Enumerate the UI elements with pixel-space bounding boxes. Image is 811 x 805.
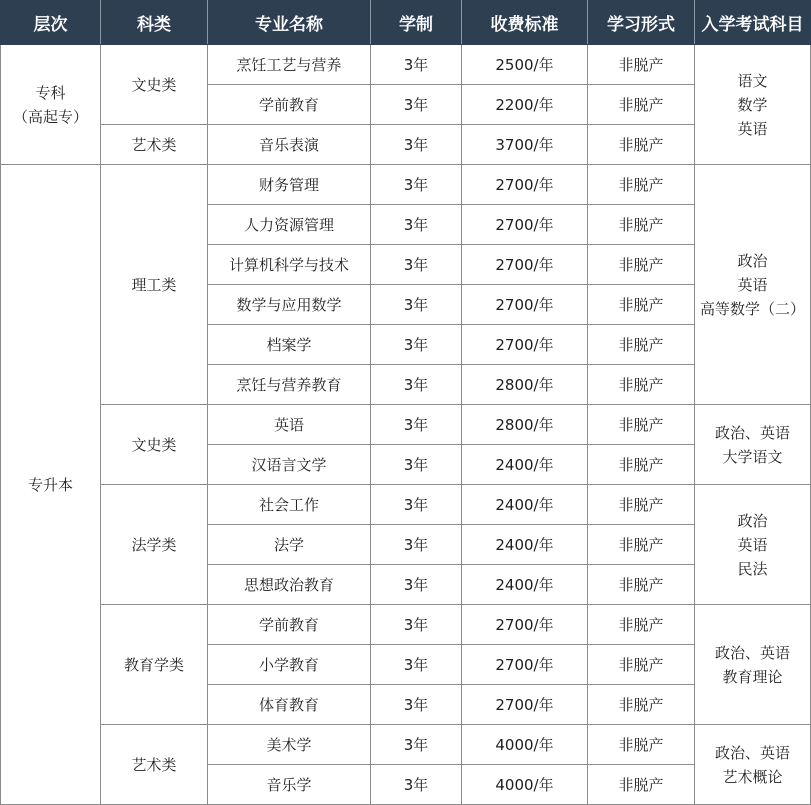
major-cell: 音乐学	[208, 765, 371, 805]
category-cell: 艺术类	[101, 725, 208, 805]
fee-cell: 4000/年	[462, 765, 588, 805]
major-cell: 烹饪与营养教育	[208, 365, 371, 405]
duration-cell: 3年	[371, 645, 462, 685]
major-cell: 财务管理	[208, 165, 371, 205]
fee-cell: 4000/年	[462, 725, 588, 765]
fee-cell: 2400/年	[462, 565, 588, 605]
fee-cell: 2400/年	[462, 485, 588, 525]
duration-cell: 3年	[371, 125, 462, 165]
duration-cell: 3年	[371, 85, 462, 125]
table-row	[1, 605, 811, 645]
duration-cell: 3年	[371, 765, 462, 805]
major-cell: 计算机科学与技术	[208, 245, 371, 285]
level-label: 专科	[35, 83, 66, 102]
fee-cell: 2700/年	[462, 605, 588, 645]
fee-cell: 2500/年	[462, 45, 588, 85]
fee-cell: 2800/年	[462, 405, 588, 445]
mode-cell: 非脱产	[588, 285, 695, 325]
fee-cell: 2700/年	[462, 645, 588, 685]
header-row	[1, 1, 811, 45]
major-cell: 档案学	[208, 325, 371, 365]
exam-subject: 政治、英语	[714, 643, 790, 662]
duration-cell: 3年	[371, 165, 462, 205]
exam-subject: 艺术概论	[722, 767, 783, 786]
major-cell: 学前教育	[208, 605, 371, 645]
duration-cell: 3年	[371, 365, 462, 405]
major-cell: 小学教育	[208, 645, 371, 685]
fee-cell: 2700/年	[462, 285, 588, 325]
exam-subjects-cell	[695, 725, 811, 805]
exam-subjects-cell	[695, 605, 811, 725]
exam-subject: 语文	[737, 71, 768, 90]
table-row	[1, 125, 811, 165]
fee-cell: 2800/年	[462, 365, 588, 405]
mode-cell: 非脱产	[588, 45, 695, 85]
fee-cell: 2400/年	[462, 445, 588, 485]
duration-cell: 3年	[371, 525, 462, 565]
mode-cell: 非脱产	[588, 645, 695, 685]
duration-cell: 3年	[371, 245, 462, 285]
mode-cell: 非脱产	[588, 165, 695, 205]
major-cell: 法学	[208, 525, 371, 565]
exam-subject: 英语	[737, 275, 768, 294]
category-cell: 理工类	[101, 165, 208, 405]
major-cell: 音乐表演	[208, 125, 371, 165]
mode-cell: 非脱产	[588, 565, 695, 605]
major-cell: 思想政治教育	[208, 565, 371, 605]
exam-subject: 大学语文	[722, 447, 783, 466]
exam-subject: 政治、英语	[714, 743, 790, 762]
fee-cell: 2700/年	[462, 245, 588, 285]
mode-cell: 非脱产	[588, 485, 695, 525]
header-major: 专业名称	[208, 1, 371, 45]
mode-cell: 非脱产	[588, 205, 695, 245]
mode-cell: 非脱产	[588, 725, 695, 765]
table-row	[1, 485, 811, 525]
major-cell: 烹饪工艺与营养	[208, 45, 371, 85]
duration-cell: 3年	[371, 605, 462, 645]
fee-cell: 2700/年	[462, 205, 588, 245]
duration-cell: 3年	[371, 325, 462, 365]
category-cell: 教育学类	[101, 605, 208, 725]
major-cell: 人力资源管理	[208, 205, 371, 245]
major-cell: 英语	[208, 405, 371, 445]
mode-cell: 非脱产	[588, 405, 695, 445]
major-cell: 美术学	[208, 725, 371, 765]
mode-cell: 非脱产	[588, 765, 695, 805]
mode-cell: 非脱产	[588, 525, 695, 565]
mode-cell: 非脱产	[588, 85, 695, 125]
level-cell-zhuanshengben: 专升本	[1, 165, 101, 805]
category-cell: 艺术类	[101, 125, 208, 165]
major-cell: 社会工作	[208, 485, 371, 525]
category-cell: 文史类	[101, 45, 208, 125]
exam-subject: 数学	[737, 95, 768, 114]
fee-cell: 2700/年	[462, 685, 588, 725]
major-cell: 汉语言文学	[208, 445, 371, 485]
duration-cell: 3年	[371, 405, 462, 445]
header-exam-subjects: 入学考试科目	[695, 1, 811, 45]
fee-cell: 2700/年	[462, 325, 588, 365]
category-cell: 法学类	[101, 485, 208, 605]
fee-cell: 3700/年	[462, 125, 588, 165]
mode-cell: 非脱产	[588, 125, 695, 165]
fee-cell: 2400/年	[462, 525, 588, 565]
table-row	[1, 165, 811, 205]
exam-subject: 政治、英语	[714, 423, 790, 442]
category-cell: 文史类	[101, 405, 208, 485]
exam-subject: 民法	[737, 559, 768, 578]
duration-cell: 3年	[371, 45, 462, 85]
mode-cell: 非脱产	[588, 685, 695, 725]
exam-subject: 英语	[737, 119, 768, 138]
mode-cell: 非脱产	[588, 245, 695, 285]
duration-cell: 3年	[371, 285, 462, 325]
exam-subject: 教育理论	[722, 667, 783, 686]
fee-cell: 2700/年	[462, 165, 588, 205]
table-row	[1, 405, 811, 445]
major-cell: 体育教育	[208, 685, 371, 725]
duration-cell: 3年	[371, 445, 462, 485]
level-sublabel: （高起专）	[12, 107, 88, 126]
duration-cell: 3年	[371, 725, 462, 765]
header-duration: 学制	[371, 1, 462, 45]
exam-subjects-cell	[695, 165, 811, 405]
header-category: 科类	[101, 1, 208, 45]
duration-cell: 3年	[371, 565, 462, 605]
exam-subjects-cell	[695, 45, 811, 165]
exam-subject: 高等数学（二）	[699, 299, 805, 318]
major-cell: 数学与应用数学	[208, 285, 371, 325]
exam-subjects-cell	[695, 485, 811, 605]
duration-cell: 3年	[371, 485, 462, 525]
major-cell: 学前教育	[208, 85, 371, 125]
mode-cell: 非脱产	[588, 445, 695, 485]
table-row	[1, 725, 811, 765]
fee-cell: 2200/年	[462, 85, 588, 125]
mode-cell: 非脱产	[588, 365, 695, 405]
exam-subject: 政治	[737, 251, 768, 270]
header-fee: 收费标准	[462, 1, 588, 45]
mode-cell: 非脱产	[588, 605, 695, 645]
exam-subject: 政治	[737, 511, 768, 530]
exam-subjects-cell	[695, 405, 811, 485]
mode-cell: 非脱产	[588, 325, 695, 365]
level-cell-zhuanke	[1, 45, 101, 165]
exam-subject: 英语	[737, 535, 768, 554]
duration-cell: 3年	[371, 685, 462, 725]
header-level: 层次	[1, 1, 101, 45]
header-mode: 学习形式	[588, 1, 695, 45]
duration-cell: 3年	[371, 205, 462, 245]
table-row	[1, 45, 811, 85]
